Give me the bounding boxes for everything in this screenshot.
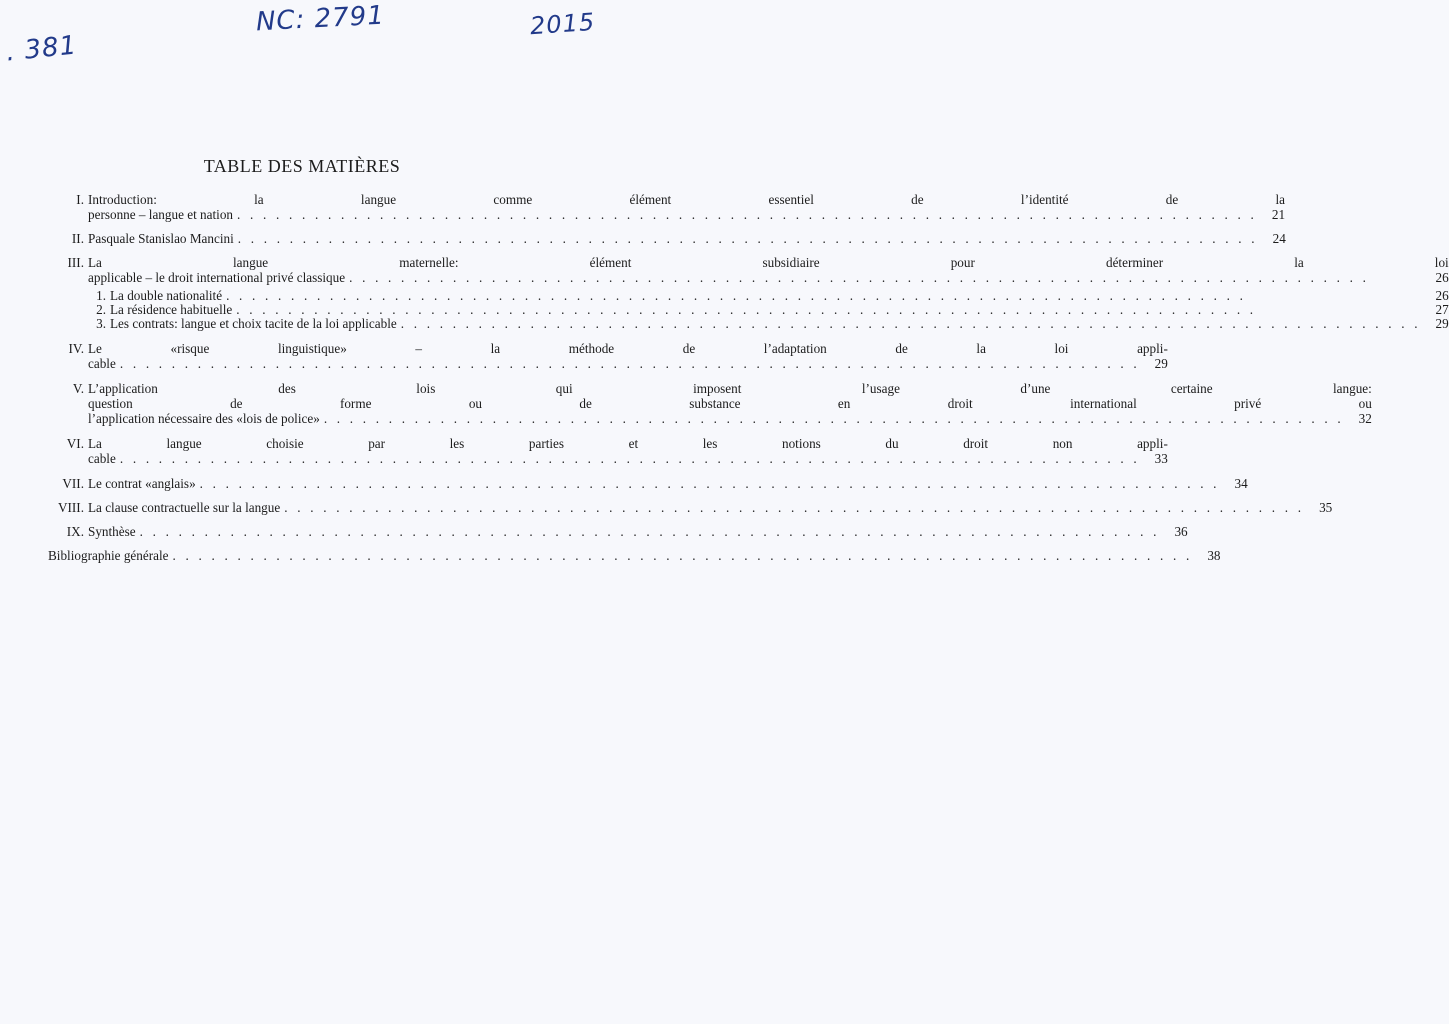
toc-page-number: 26 [1435,270,1449,285]
toc-entry-number: I. [76,192,84,207]
toc-entry-title-cont: cable [88,451,116,466]
toc-entry-number: VII. [62,476,84,491]
dot-leader [397,317,1421,331]
toc-entry-application-des-lois [44,381,1372,426]
toc-page-number: 26 [1435,288,1449,303]
toc-entry-title: Bibliographie générale [48,548,169,563]
toc-page-number: 29 [1154,356,1168,371]
toc-entry-risque-linguistique [44,341,1168,371]
toc-subentry-number: 2. [96,302,106,317]
toc-page-number: 32 [1358,411,1372,426]
toc-entry-synthese [44,524,1188,539]
dot-leader [234,231,1258,246]
toc-entry-langue-choisie [44,436,1168,466]
toc-entry-title: Pasquale Stanislao Mancini [88,231,234,246]
dot-leader [320,411,1344,426]
toc-subentry-number: 3. [96,316,106,331]
toc-entry-contrat-anglais [44,476,1248,491]
toc-entry-title: La clause contractuelle sur la langue [88,500,281,515]
dot-leader [116,451,1140,466]
dot-leader [196,476,1220,491]
toc-subentry-title: La double nationalité [110,288,223,303]
toc-entry-mancini [44,231,1286,246]
toc-entry-number: VIII. [58,500,84,515]
toc-page-number: 24 [1272,231,1286,246]
toc-entry-number: II. [71,231,84,246]
toc-entry-title: Le contrat «anglais» [88,476,196,491]
toc-entry-number: IV. [68,341,84,356]
toc-subentry-title: La résidence habituelle [110,302,233,317]
toc-entry-title: La langue choisie par les parties et les notions du droit non appli- [88,436,1168,451]
toc-page-number: 21 [1271,207,1286,222]
toc-subentry [88,303,1449,317]
toc-page-number: 35 [1319,500,1333,515]
toc-entry-number: VI. [66,436,84,451]
toc-entry-number: V. [72,381,84,396]
dot-leader [116,356,1140,371]
dot-leader [168,548,1192,563]
toc-page-number: 36 [1174,524,1188,539]
toc-subentry-number: 1. [96,288,106,303]
toc-subentry [88,289,1449,303]
toc-entry-title-cont: l’application nécessaire des «lois de police» [88,411,320,426]
toc-entry-title: Synthèse [88,524,136,539]
handwritten-call-number: NC: 2791 [255,0,386,38]
dot-leader [222,289,1421,303]
toc-entry-langue-maternelle [44,255,1449,331]
toc-page-number: 33 [1154,451,1168,466]
toc-entry-clause-contractuelle [44,500,1333,515]
toc-page-number: 27 [1435,302,1449,317]
handwritten-year: 2015 [529,7,596,41]
toc-entry-title: L’application des lois qui imposent l’usage d’une certaine langue: [88,381,1372,396]
dot-leader [233,207,1257,222]
toc-entry-title-cont: question de forme ou de substance en droit international privé ou [88,396,1372,411]
table-of-contents [44,192,1449,563]
toc-entry-bibliographie [48,548,1221,563]
toc-entry-title-cont: applicable – le droit international privé classique [88,270,346,285]
page-title: TABLE DES MATIÈRES [203,156,401,176]
toc-subentry-title: Les contrats: langue et choix tacite de la loi applicable [110,316,397,331]
toc-entry-title: Introduction: la langue comme élément essentiel de l’identité de la [88,192,1286,207]
toc-page-number: 34 [1234,476,1248,491]
toc-entry-title: Le «risque linguistique» – la méthode de l’adaptation de la loi appli- [88,341,1168,356]
toc-entry-number: III. [67,255,84,270]
toc-entry-introduction [44,192,1286,222]
toc-entry-title: La langue maternelle: élément subsidiaire pour déterminer la loi [88,255,1449,270]
toc-entry-title-cont: personne – langue et nation [88,207,234,222]
dot-leader [280,500,1304,515]
dot-leader [136,524,1160,539]
dot-leader [345,270,1421,285]
dot-leader [232,303,1420,317]
toc-subentry [88,317,1449,331]
toc-page-number: 38 [1207,548,1221,563]
toc-page-number: 29 [1435,316,1449,331]
handwritten-shelf-mark: . 381 [4,30,79,68]
toc-entry-number: IX. [66,524,84,539]
toc-entry-title-cont: cable [88,356,116,371]
